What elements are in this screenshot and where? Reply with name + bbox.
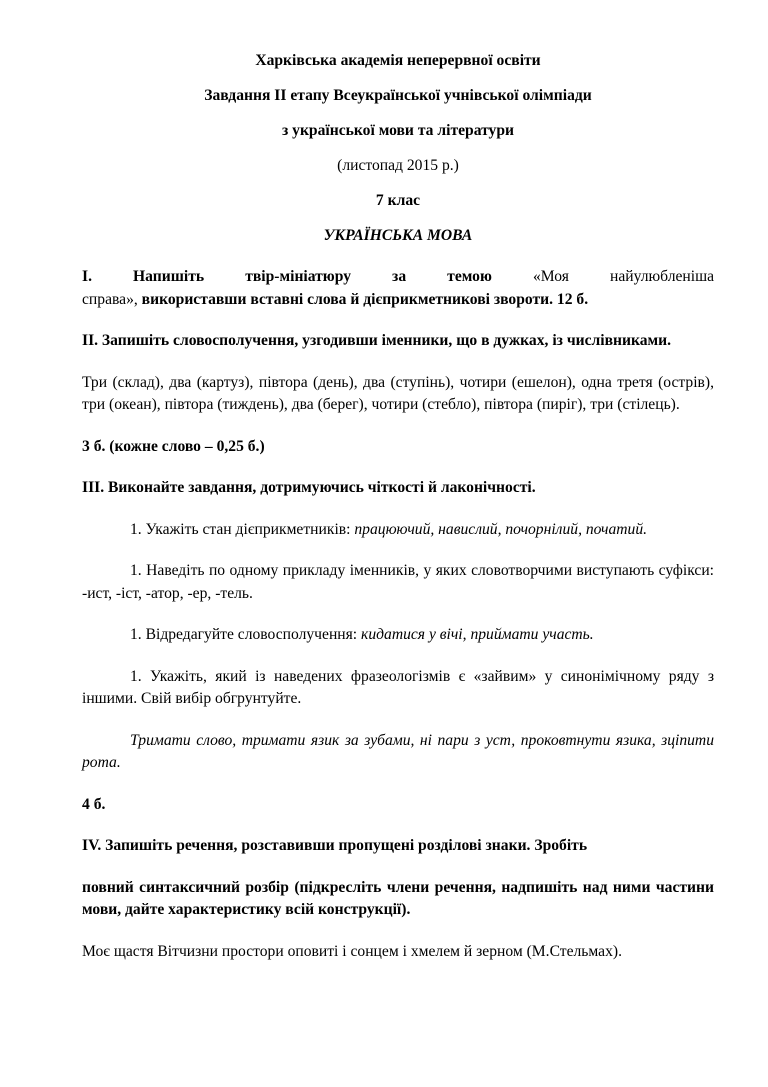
task-1-instruction: Напишіть твір-мініатюру за темою — [133, 268, 492, 285]
task-2-heading — [82, 330, 714, 353]
task-3-item-3 — [82, 624, 714, 647]
grade-line: 7 клас — [375, 192, 421, 209]
task-1-number: І. — [82, 268, 92, 285]
task-3-score-text: 4 б. — [82, 795, 106, 813]
task-3-item-3-words: кидатися у вічі, приймати участь. — [361, 626, 594, 643]
task-3-item-1-prefix: 1. Укажіть стан дієприкметників: — [130, 520, 351, 538]
task-1-topic-end: справа», — [82, 290, 138, 308]
task-4-heading-continued — [82, 877, 714, 922]
task-3-item-3-prefix: 1. Відредагуйте словосполучення: — [130, 626, 358, 643]
task-4-heading — [82, 835, 714, 858]
task-1-requirements: використавши вставні слова й дієприкметникові звороти. 12 б. — [141, 290, 589, 308]
date-line: (листопад 2015 р.) — [337, 157, 459, 174]
task-3-heading-text: ІІІ. Виконайте завдання, дотримуючись чіткості й лаконічності. — [82, 479, 536, 496]
task-3-item-4: 1. Укажіть, який із наведених фразеологізмів є «зайвим» у синонімічному ряду з іншими. Свій вибір обгрунтуйте. — [82, 667, 714, 707]
subject-title: з української мови та літератури — [281, 122, 515, 139]
task-3-item-1-words: працюючий, навислий, почорнілий, початий. — [354, 520, 648, 538]
task-4-heading-continued-text: повний синтаксичний розбір (підкресліть члени речення, надпишіть над ними частини мови, дайте характеристику всій конструкції). — [82, 878, 714, 918]
olympiad-stage-title: Завдання ІІ етапу Всеукраїнської учнівської олімпіади — [204, 87, 592, 104]
task-3-item-1 — [82, 519, 714, 542]
task-4-heading-text: IV. Запишіть речення, розставивши пропущені розділові знаки. Зробіть — [82, 837, 588, 854]
task-1 — [82, 266, 714, 311]
document-page — [82, 50, 714, 963]
task-2-score-value: 3 б — [82, 437, 102, 455]
task-1-line-1 — [82, 266, 714, 289]
institution-title: Харківська академія неперервної освіти — [255, 52, 541, 69]
task-3-phrases — [82, 730, 714, 775]
task-1-topic-start: «Моя найулюбленіша — [532, 268, 715, 285]
task-4-sentence: Моє щастя Вітчизни простори оповиті і сонцем і хмелем й зерном (М.Стельмах). — [82, 942, 622, 960]
task-3-phrases-text: Тримати слово, тримати язик за зубами, ні пари з уст, проковтнути язика, зціпити рота. — [82, 731, 714, 771]
task-2-heading-text: ІІ. Запишіть словосполучення, узгодивши іменники, що в дужках, із числівниками. — [82, 332, 672, 349]
task-2-score — [82, 436, 714, 459]
section-title: УКРАЇНСЬКА МОВА — [323, 227, 473, 244]
task-3-item-2: 1. Наведіть по одному прикладу іменників, у яких словотворчими виступають суфікси: -ист, -іст, -атор, -ер, -тель. — [82, 562, 714, 602]
task-2-text: Три (склад), два (картуз), півтора (день), два (ступінь), чотири (ешелон), одна третя (острів), три (океан), півтора (тиждень), два (берег), чотири (стебло), півтора (пиріг), три (стілець). — [82, 373, 714, 413]
task-3-score — [82, 794, 714, 817]
task-3-heading — [82, 477, 714, 500]
task-2-score-detail: . (кожне слово – 0,25 б.) — [101, 437, 265, 455]
